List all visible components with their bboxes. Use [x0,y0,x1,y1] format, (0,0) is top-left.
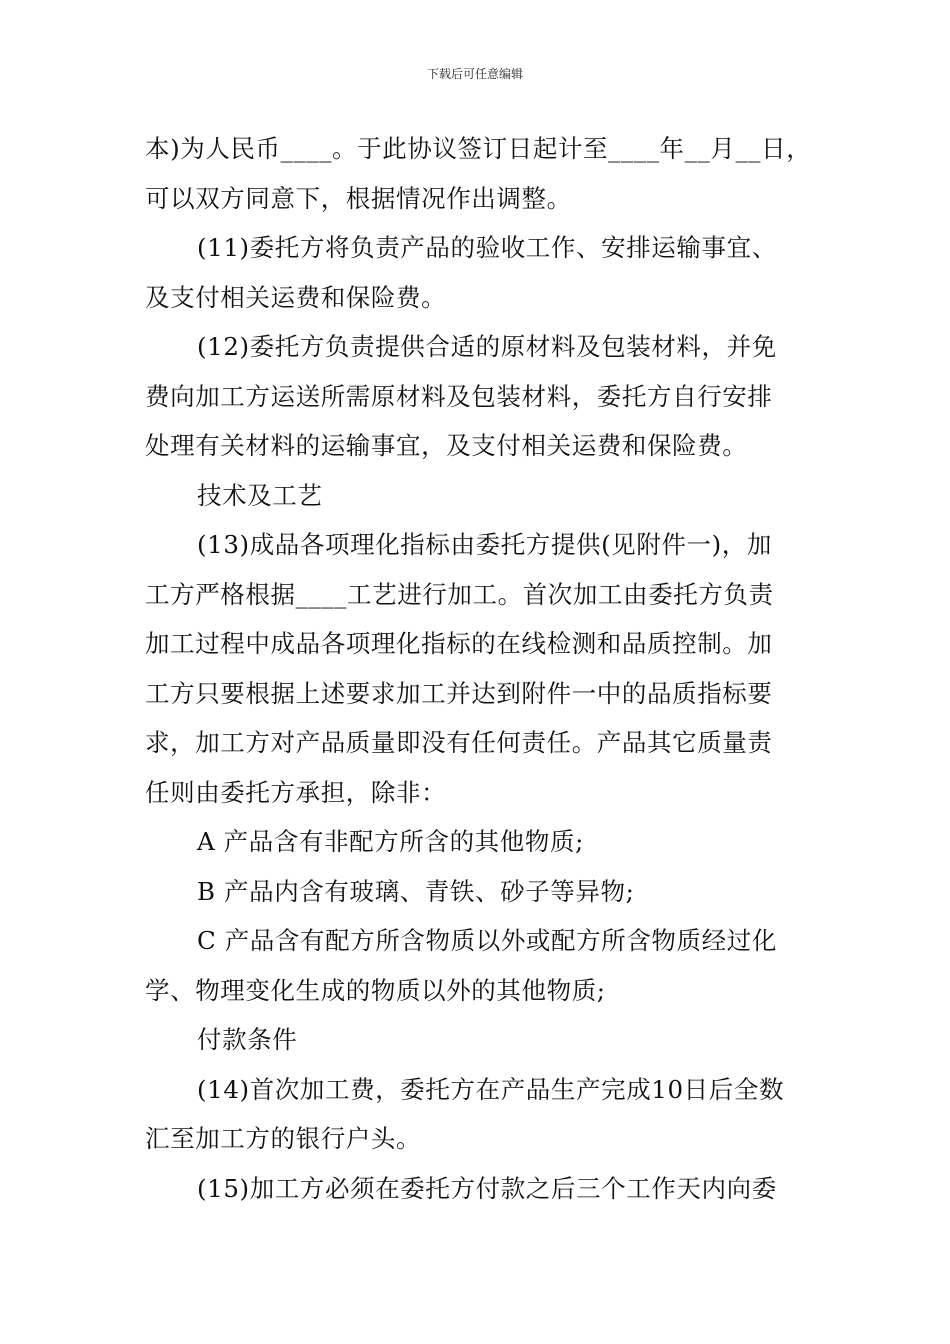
list-item: C 产品含有配方所含物质以外或配方所含物质经过化 [197,926,777,955]
text-line: 及支付相关运费和保险费。 [145,282,447,312]
text-line: 加工过程中成品各项理化指标的在线检测和品质控制。加 [145,629,773,658]
text-line: 汇至加工方的银行户头。 [145,1124,422,1153]
section-heading: 技术及工艺 [197,480,323,510]
text-line: 求，加工方对产品质量即没有任何责任。产品其它质量责 [145,728,773,757]
text-line: 任则由委托方承担，除非： [145,777,447,807]
text-line: 费向加工方运送所需原材料及包装材料，委托方自行安排 [145,381,773,411]
text-line: 可以双方同意下，根据情况作出调整。 [145,183,572,213]
document-body [145,124,815,1213]
list-item: B 产品内含有玻璃、青铁、砂子等异物; [197,876,635,906]
text-line: 本)为人民币____。于此协议签订日起计至____年__月__日， [145,134,812,163]
text-line: (15)加工方必须在委托方付款之后三个工作天内向委 [197,1173,777,1203]
text-line: 学、物理变化生成的物质以外的其他物质; [145,975,606,1005]
list-item: A 产品含有非配方所含的其他物质; [197,827,584,856]
text-line: (14)首次加工费，委托方在产品生产完成10日后全数 [197,1074,785,1104]
text-line: 处理有关材料的运输事宜，及支付相关运费和保险费。 [145,431,748,460]
section-heading: 付款条件 [197,1025,298,1054]
text-line: (12)委托方负责提供合适的原材料及包装材料，并免 [197,332,777,361]
text-line: 工方严格根据____工艺进行加工。首次加工由委托方负责 [145,579,774,609]
text-line: (11)委托方将负责产品的验收工作、安排运输事宜、 [197,233,777,262]
text-line: (13)成品各项理化指标由委托方提供(见附件一)，加 [197,530,773,559]
text-line: 工方只要根据上述要求加工并达到附件一中的品质指标要 [145,678,773,708]
page-header: 下载后可任意编辑 [426,67,523,81]
